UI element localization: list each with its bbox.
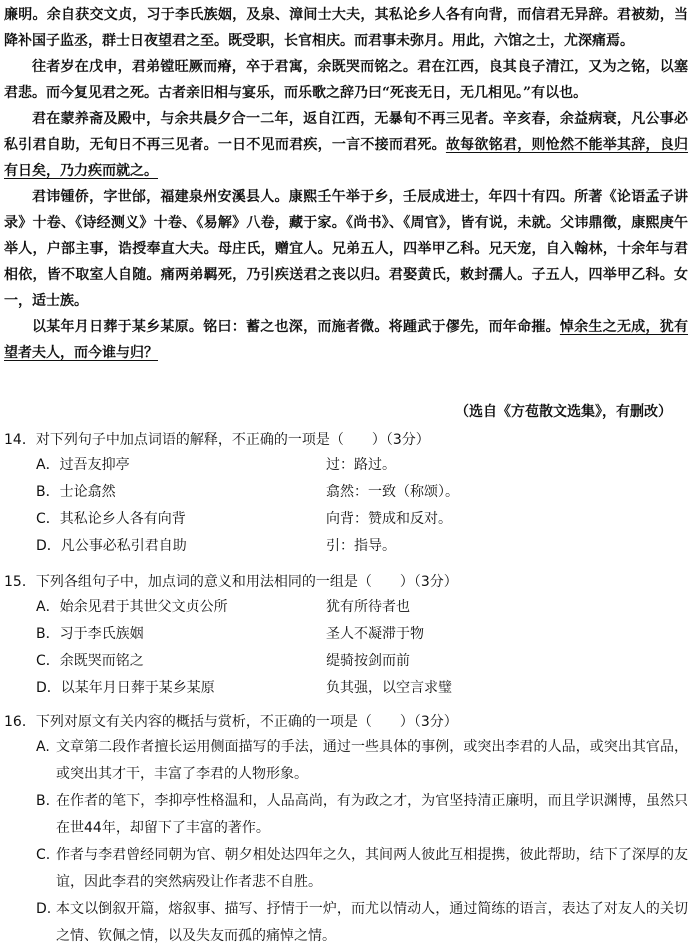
question-16-option-a — [36, 734, 688, 788]
option-explanation: 翕然：一致（称颂）。 — [326, 484, 459, 500]
question-15-option-b — [4, 621, 688, 648]
option-text: 在作者的笔下，李抑亭性格温和，人品高尚，有为政之才，为官坚持清正廉明，而且学识渊博，虽然只在世44年，却留下了丰富的著作。 — [56, 793, 688, 836]
passage-paragraph-3-text: 君在蒙养斋及殿中，与余共晨夕合一二年，返自江西，无暴旬不再三见者。辛亥春，余益病衰，凡公事必私引君自助，无旬日不再三见者。一日不见而君疾，一言不接而君死。 — [4, 111, 688, 153]
underlined-sentence-2: 悼余生之无成，犹有望者夫人，而今谁与归？ — [4, 319, 689, 361]
option-sentence: D．凡公事必私引君自助 — [36, 538, 187, 554]
question-16-stem: 16．下列对原文有关内容的概括与赏析，不正确的一项是（ ）（3分） — [4, 714, 458, 730]
passage-paragraph-2: 往者岁在戊申，君弟镗旺厥而瘠，卒于君寓，余既哭而铭之。君在江西，良其良子清江，又为之铭，以塞君悲。而今复见君之死。古者亲旧相与宴乐，而乐歌之辞乃曰“死丧无日，无几相见。”有以也。 — [4, 59, 688, 101]
option-explanation: 过：路过。 — [326, 457, 396, 473]
option-label: B. — [36, 793, 51, 809]
underlined-sentence-1: 故每欲铭君，则怆然不能举其辞，良归有日矣，乃力疾而就之。 — [4, 137, 689, 179]
option-compare-sentence: 圣人不凝滞于物 — [326, 626, 424, 642]
option-sentence: A．始余见君于其世父文贞公所 — [36, 599, 228, 615]
question-16-options — [4, 734, 688, 950]
question-15-option-c — [4, 648, 688, 675]
question-16 — [4, 710, 688, 950]
passage-paragraph-5 — [4, 314, 688, 366]
passage-paragraph-5-text: 以某年月日葬于某乡某原。铭曰：蓄之也深，而施者微。将踵武于僇先，而年命摧。 — [32, 319, 560, 335]
option-text: 文章第二段作者擅长运用侧面描写的手法，通过一些具体的事例，或突出李君的人品，或突出其官品，或突出其才干，丰富了李君的人物形象。 — [56, 739, 688, 782]
question-15-option-d — [4, 675, 688, 702]
option-explanation: 引：指导。 — [326, 538, 396, 554]
question-14-option-a — [4, 452, 688, 479]
passage-paragraph-1: 廉明。余自获交文贞，习于李氏族姻，及泉、漳间士大夫，其私论乡人各有向背，而信君无异辞。君被劾，当降补国子监丞，群士日夜望君之至。既受职，长官相庆。而君事未弥月。用此，六馆之士，尤深痛焉。 — [4, 7, 688, 49]
option-compare-sentence: 缇骑按剑而前 — [326, 653, 410, 669]
question-16-option-b — [36, 788, 688, 842]
question-14 — [4, 428, 688, 560]
question-14-stem: 14．对下列句子中加点词语的解释，不正确的一项是（ ）（3分） — [4, 432, 430, 448]
option-text: 本文以倒叙开篇，熔叙事、描写、抒情于一炉，而尤以情动人，通过简练的语言，表达了对友人的关切之情、钦佩之情，以及失友而孤的痛悼之情。 — [56, 901, 688, 944]
source-citation: （选自《方苞散文选集》，有删改） — [455, 404, 672, 420]
question-14-option-c — [4, 506, 688, 533]
option-compare-sentence: 负其强，以空言求璧 — [326, 680, 452, 696]
question-16-option-d — [36, 896, 688, 950]
option-explanation: 向背：赞成和反对。 — [326, 511, 452, 527]
option-text: 作者与李君曾经同朝为官、朝夕相处达四年之久，其间两人彼此互相提携，彼此帮助，结下了深厚的友谊，因此李君的突然病殁让作者悲不自胜。 — [56, 847, 688, 890]
question-14-option-d — [4, 533, 688, 560]
option-label: C. — [36, 847, 51, 863]
question-15 — [4, 570, 688, 702]
option-sentence: B．习于李氏族姻 — [36, 626, 144, 642]
option-sentence: C．余既哭而铭之 — [36, 653, 144, 669]
question-15-option-a — [4, 594, 688, 621]
option-sentence: D．以某年月日葬于某乡某原 — [36, 680, 215, 696]
option-sentence: C．其私论乡人各有向背 — [36, 511, 186, 527]
option-compare-sentence: 犹有所待者也 — [326, 599, 410, 615]
question-16-option-c — [36, 842, 688, 896]
option-sentence: B．士论翕然 — [36, 484, 116, 500]
option-label: D. — [36, 901, 52, 917]
passage-paragraph-4: 君讳锺侨，字世邰，福建泉州安溪县人。康熙壬午举于乡，壬辰成进士，年四十有四。所著《论语孟子讲录》十卷、《诗经测义》十卷、《易解》八卷，藏于家。《尚书》、《周官》，皆有说，未就。父讳鼎徵，康熙庚午举人，户部主事，诰授奉直大夫。母庄氏，赠宜人。兄弟五人，四举甲乙科。兄天宠，自入翰林，十余年与君相依，皆不取室人自随。痛两弟羁死，乃引疾送君之丧以归。君娶黄氏，敕封孺人。子五人，四举甲乙科。女一，适士族。 — [4, 189, 688, 309]
classical-passage — [4, 2, 688, 366]
question-15-stem: 15．下列各组句子中，加点词的意义和用法相同的一组是（ ）（3分） — [4, 574, 458, 590]
option-sentence: A．过吾友抑亭 — [36, 457, 130, 473]
option-label: A. — [36, 739, 50, 755]
question-14-option-b — [4, 479, 688, 506]
passage-paragraph-3 — [4, 106, 688, 184]
